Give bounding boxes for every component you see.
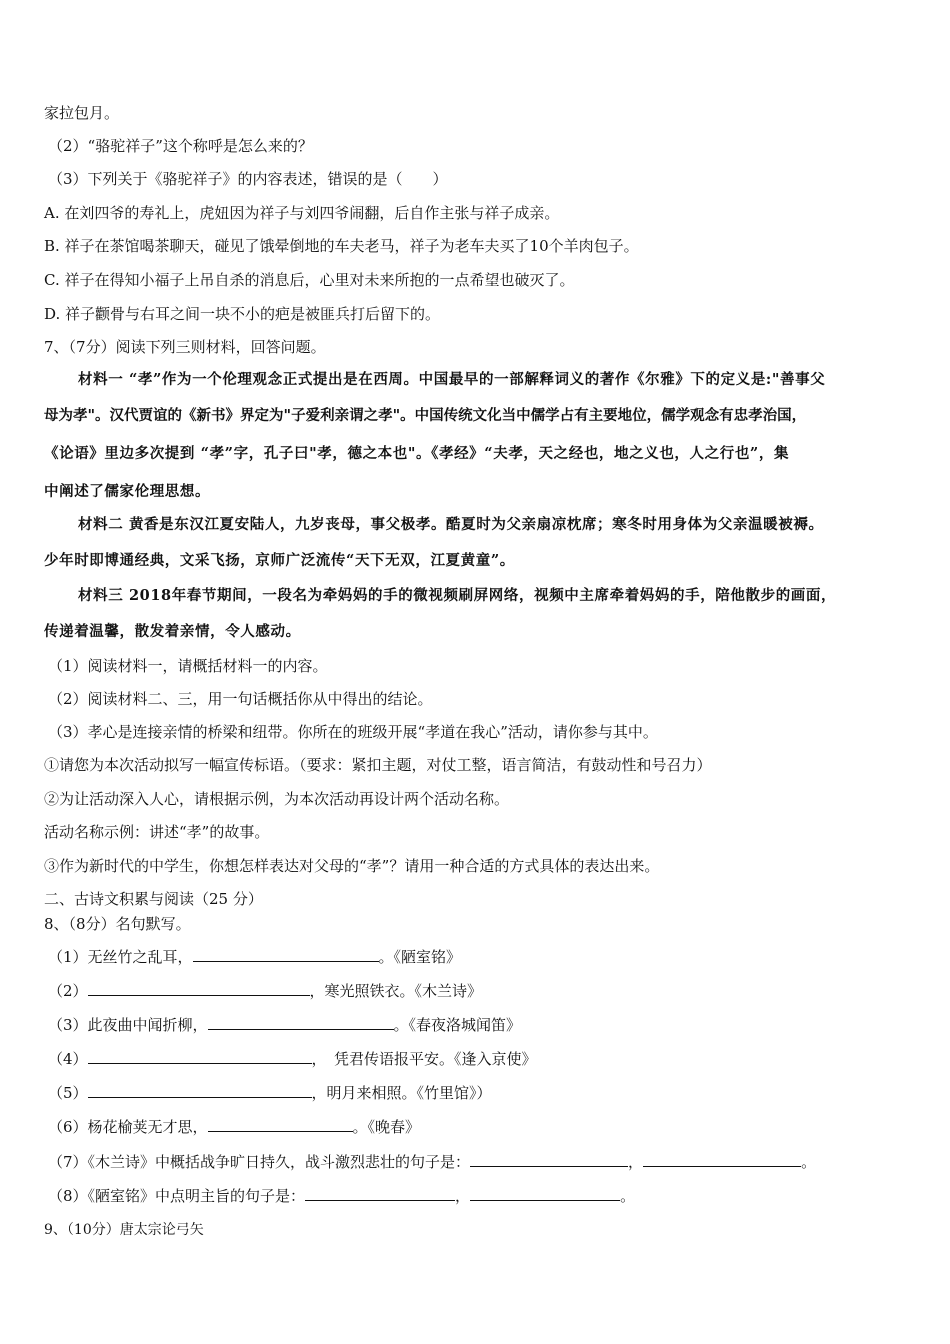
material1-line: 材料一 “孝”作为一个伦理观念正式提出是在西周。中国最早的一部解释词义的著作《尔雅》下的定义是:"善事父 [78, 371, 826, 388]
material2-line: 少年时即博通经典，文采飞扬，京师广泛流传“天下无双，江夏黄童”。 [44, 552, 515, 569]
material3-line: 材料三 2018年春节期间，一段名为牵妈妈的手的微视频刷屏网络，视频中主席牵着妈妈的手，陪他散步的画面， [78, 587, 837, 604]
q6-option-c: C. 祥子在得知小福子上吊自杀的消息后，心里对未来所抱的一点希望也破灭了。 [44, 271, 575, 289]
answer-blank[interactable] [88, 1049, 312, 1064]
answer-blank[interactable] [88, 981, 310, 996]
q8-item-7: （7）《木兰诗》中概括战争旷日持久，战斗激烈悲壮的句子是： ， 。 [48, 1153, 817, 1171]
material1-line: 母为孝"。汉代贾谊的《新书》界定为"子爱利亲谓之孝"。中国传统文化当中儒学占有主要地位，儒学观念有忠孝治国， [44, 407, 807, 424]
answer-blank[interactable] [470, 1152, 628, 1167]
answer-blank[interactable] [208, 1015, 394, 1030]
material1-line: 中阐述了儒家伦理思想。 [44, 483, 211, 500]
answer-blank[interactable] [643, 1152, 801, 1167]
q7-task1: ①请您为本次活动拟写一幅宣传标语。（要求：紧扣主题，对仗工整，语言简洁，有鼓动性和号召力） [44, 756, 712, 774]
q8-item-8: （8）《陋室铭》中点明主旨的句子是： ， 。 [48, 1187, 636, 1205]
q8-item-5: （5） ，明月来相照。《竹里馆》） [48, 1084, 492, 1102]
q8-item-1: （1）无丝竹之乱耳， 。《陋室铭》 [48, 948, 462, 966]
intro-tail: 家拉包月。 [44, 104, 120, 122]
material3-line: 传递着温馨，散发着亲情，令人感动。 [44, 623, 301, 640]
answer-blank[interactable] [208, 1117, 353, 1132]
q7-task3: ③作为新时代的中学生，你想怎样表达对父母的“孝”？请用一种合适的方式具体的表达出来。 [44, 857, 660, 875]
q6-option-d: D. 祥子颧骨与右耳之间一块不小的疤是被匪兵打后留下的。 [44, 305, 441, 323]
q8-item-2: （2） ，寒光照铁衣。《木兰诗》 [48, 982, 483, 1000]
q7-sub2: （2）阅读材料二、三，用一句话概括你从中得出的结论。 [48, 690, 433, 708]
material2-line: 材料二 黄香是东汉江夏安陆人，九岁丧母，事父极孝。酷夏时为父亲扇凉枕席；寒冬时用身体为父亲温暖被褥。 [78, 516, 824, 533]
q6-option-a: A. 在刘四爷的寿礼上，虎妞因为祥子与刘四爷闹翻，后自作主张与祥子成亲。 [44, 204, 560, 222]
q6-sub2: （2）“骆驼祥子”这个称呼是怎么来的？ [48, 137, 313, 155]
q6-option-b: B. 祥子在茶馆喝茶聊天，碰见了饿晕倒地的车夫老马，祥子为老车夫买了10个羊肉包子。 [44, 237, 639, 255]
q8-item-6: （6）杨花榆荚无才思， 。《晚春》 [48, 1118, 421, 1136]
answer-blank[interactable] [470, 1186, 620, 1201]
q8-item-4: （4） ， 凭君传语报平安。《逢入京使》 [48, 1050, 537, 1068]
answer-blank[interactable] [88, 1083, 312, 1098]
q7-sub1: （1）阅读材料一，请概括材料一的内容。 [48, 657, 328, 675]
q9-heading: 9、（10分）唐太宗论弓矢 [44, 1222, 204, 1238]
section-heading: 二、古诗文积累与阅读（25 分） [44, 890, 263, 908]
q8-heading: 8、（8分）名句默写。 [44, 915, 191, 933]
material1-line: 《论语》里边多次提到 “孝”字，孔子曰"孝，德之本也"。《孝经》“夫孝，天之经也，地之义也，人之行也”，集 [44, 445, 790, 462]
q7-task2: ②为让活动深入人心，请根据示例，为本次活动再设计两个活动名称。 [44, 790, 510, 808]
answer-blank[interactable] [193, 947, 379, 962]
q6-sub3: （3）下列关于《骆驼祥子》的内容表述，错误的是（ ） [48, 170, 448, 188]
q7-heading: 7、（7分）阅读下列三则材料，回答问题。 [44, 338, 326, 356]
q7-sub3: （3）孝心是连接亲情的桥梁和纽带。你所在的班级开展“孝道在我心”活动，请你参与其中。 [48, 723, 658, 741]
q8-item-3: （3）此夜曲中闻折柳， 。《春夜洛城闻笛》 [48, 1016, 522, 1034]
q7-example: 活动名称示例：讲述“孝”的故事。 [44, 823, 270, 841]
answer-blank[interactable] [305, 1186, 455, 1201]
